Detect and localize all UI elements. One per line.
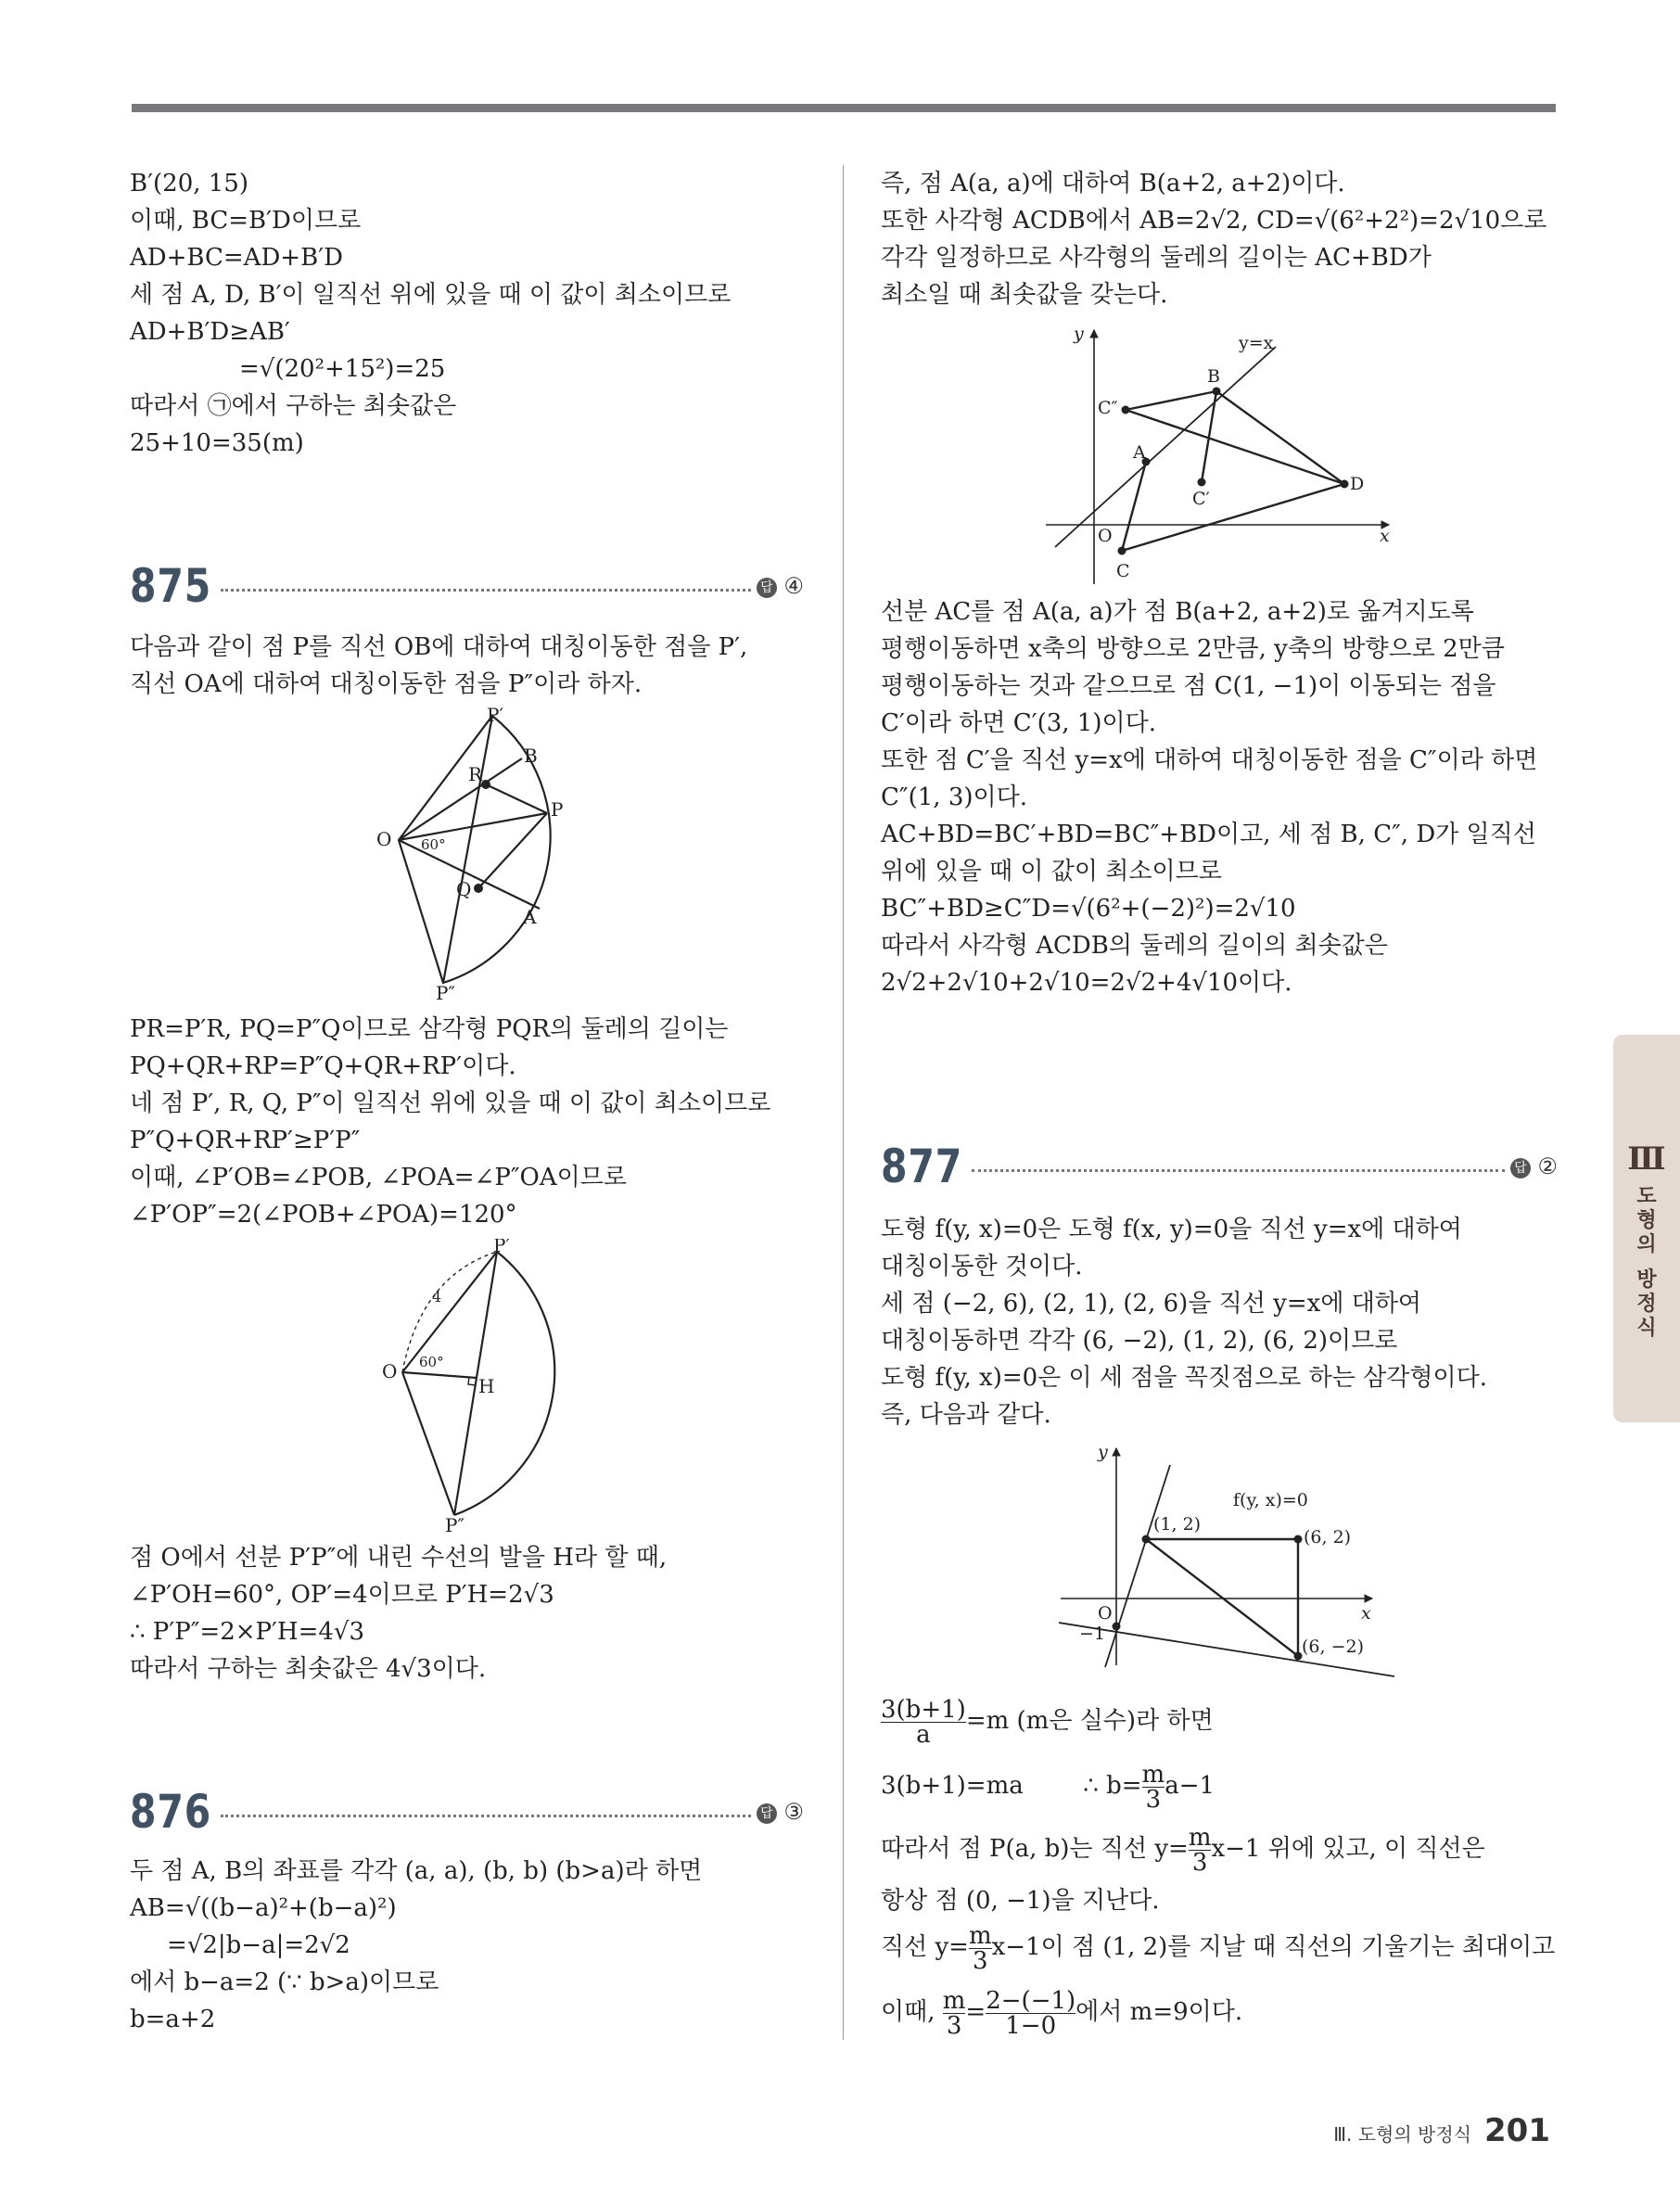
text-line: 2√2+2√10+2√10=2√2+4√10이다. bbox=[881, 969, 1292, 997]
text-line: 도형 f(y, x)=0은 이 세 점을 꼭짓점으로 하는 삼각형이다. bbox=[881, 1364, 1487, 1392]
fig-label: y bbox=[1098, 1443, 1108, 1462]
fig-label: (6, −2) bbox=[1302, 1637, 1365, 1657]
text-line: 점 O에서 선분 P′P″에 내린 수선의 발을 H라 할 때, bbox=[130, 1544, 668, 1572]
seg-op1 bbox=[402, 1252, 497, 1372]
fig-label: x bbox=[1380, 526, 1390, 546]
fraction bbox=[986, 1986, 1076, 2040]
frac-num: m bbox=[1188, 1823, 1212, 1852]
text-line: 대칭이동한 것이다. bbox=[881, 1253, 1083, 1280]
eq-line-5 bbox=[881, 1921, 1555, 1973]
fig-label: P′ bbox=[487, 707, 503, 726]
line-max-slope bbox=[1105, 1465, 1170, 1667]
text-line: 다음과 같이 점 P를 직선 OB에 대하여 대칭이동한 점을 P′, bbox=[130, 633, 748, 661]
text-line: 이때, BC=B′D이므로 bbox=[130, 207, 362, 235]
fraction bbox=[968, 1921, 992, 1975]
text-line: PR=P′R, PQ=P″Q이므로 삼각형 PQR의 둘레의 길이는 bbox=[130, 1015, 729, 1043]
eq-text: = bbox=[965, 1998, 986, 2026]
eq-line-6 bbox=[881, 1986, 1242, 2038]
text-line: 최소일 때 최솟값을 갖는다. bbox=[881, 281, 1168, 309]
text-line: AD+B′D≥AB′ bbox=[130, 318, 290, 346]
text-line: P″Q+QR+RP′≥P′P″ bbox=[130, 1127, 361, 1154]
frac-num: m bbox=[942, 1986, 966, 2015]
dotted-leader bbox=[221, 589, 751, 592]
text-line: 위에 있을 때 이 값이 최소이므로 bbox=[881, 858, 1222, 885]
problem-number: 877 bbox=[881, 1140, 963, 1193]
frac-num: m bbox=[968, 1921, 992, 1950]
ray-ob bbox=[399, 758, 522, 840]
text-line: 네 점 P′, R, Q, P″이 일직선 위에 있을 때 이 값이 최소이므로 bbox=[130, 1089, 771, 1117]
fig-label: P′ bbox=[493, 1239, 510, 1256]
right-column-mid bbox=[881, 593, 1558, 1001]
answer-icon: 답 bbox=[1510, 1158, 1531, 1178]
eq-text: a−1 bbox=[1165, 1772, 1215, 1800]
fig-label: C″ bbox=[1098, 398, 1118, 418]
eq-line-4: 항상 점 (0, −1)을 지난다. bbox=[881, 1887, 1160, 1915]
point-0-neg1 bbox=[1113, 1623, 1121, 1631]
fig-label: C′ bbox=[1192, 489, 1210, 509]
text-line: 평행이동하는 것과 같으므로 점 C(1, −1)이 이동되는 점을 bbox=[881, 672, 1496, 700]
eq-line-2 bbox=[881, 1760, 1215, 1812]
fig-label: y bbox=[1074, 325, 1084, 344]
frac-den: 3 bbox=[943, 2013, 966, 2038]
fraction bbox=[942, 1986, 966, 2040]
chapter-roman: Ⅲ bbox=[1627, 1140, 1666, 1178]
frac-den: 3 bbox=[969, 1948, 992, 1973]
point-c1 bbox=[1198, 478, 1206, 487]
point-c2 bbox=[1122, 406, 1130, 414]
line-pp bbox=[443, 716, 492, 983]
point-1-2 bbox=[1142, 1535, 1151, 1544]
p877-body bbox=[881, 1211, 1558, 1433]
seg-bc2 bbox=[1126, 391, 1216, 410]
eq-line-3 bbox=[881, 1823, 1485, 1875]
p876-body bbox=[130, 1853, 807, 2038]
point-r bbox=[481, 780, 490, 789]
fig-label: (1, 2) bbox=[1153, 1514, 1202, 1535]
text-line: 대칭이동하면 각각 (6, −2), (1, 2), (6, 2)이므로 bbox=[881, 1327, 1398, 1355]
seg-cd bbox=[1122, 484, 1344, 551]
figure-875-triangle bbox=[375, 1239, 560, 1535]
text-line: AC+BD=BC′+BD=BC″+BD이고, 세 점 B, C″, D가 일직선 bbox=[881, 821, 1536, 848]
text-line: BC″+BD≥C″D=√(6²+(−2)²)=2√10 bbox=[881, 895, 1296, 923]
seg-db bbox=[1216, 391, 1344, 484]
text-line: 도형 f(y, x)=0은 도형 f(x, y)=0을 직선 y=x에 대하여 bbox=[881, 1216, 1462, 1243]
fraction bbox=[1141, 1760, 1165, 1814]
point-q bbox=[474, 884, 483, 893]
text-line: ∠P′OP″=2(∠POB+∠POA)=120° bbox=[130, 1201, 517, 1229]
eq-text: 에서 m=9이다. bbox=[1075, 1998, 1243, 2026]
tri-diagonal bbox=[1146, 1539, 1298, 1656]
answer-badge bbox=[1510, 1153, 1558, 1179]
text-line: AB=√((b−a)²+(b−a)²) bbox=[130, 1894, 397, 1922]
text-line: =√2|b−a|=2√2 bbox=[167, 1931, 350, 1959]
eq-text: 3(b+1)=ma bbox=[881, 1772, 1024, 1800]
p875-intro bbox=[130, 629, 807, 703]
text-line: PQ+QR+RP=P″Q+QR+RP′이다. bbox=[130, 1052, 516, 1080]
text-line: 따라서 사각형 ACDB의 둘레의 길이의 최솟값은 bbox=[881, 932, 1388, 960]
text-line: b=a+2 bbox=[130, 2006, 216, 2033]
column-divider bbox=[843, 165, 844, 2040]
frac-num: 2−(−1) bbox=[986, 1986, 1076, 2015]
fig-label: x bbox=[1361, 1603, 1371, 1624]
top-rule bbox=[132, 104, 1556, 112]
text-line: 즉, 점 A(a, a)에 대하여 B(a+2, a+2)이다. bbox=[881, 170, 1345, 197]
text-line: 따라서 ㉠에서 구하는 최솟값은 bbox=[130, 392, 457, 420]
text-line: C′이라 하면 C′(3, 1)이다. bbox=[881, 709, 1156, 737]
x-axis-arrow bbox=[1365, 1595, 1372, 1602]
eq-text: ∴ b= bbox=[1083, 1772, 1142, 1800]
answer-icon: 답 bbox=[757, 578, 777, 598]
fig-label: (6, 2) bbox=[1304, 1527, 1352, 1548]
y-axis-arrow bbox=[1090, 330, 1098, 338]
p875-body bbox=[130, 1011, 807, 1233]
line-y-eq-x bbox=[1055, 347, 1276, 547]
problem-header-877 bbox=[881, 1139, 1558, 1194]
y-axis-arrow bbox=[1113, 1448, 1120, 1456]
point-b bbox=[1213, 388, 1221, 396]
point-d bbox=[1341, 480, 1349, 489]
frac-num: m bbox=[1141, 1760, 1165, 1789]
figure-875-sector bbox=[369, 707, 573, 1003]
arc-outline bbox=[454, 1252, 554, 1515]
seg-oh bbox=[402, 1372, 477, 1378]
fig-label: P″ bbox=[436, 982, 455, 1003]
text-line: AD+BC=AD+B′D bbox=[130, 244, 343, 272]
fraction bbox=[881, 1695, 966, 1749]
eq-text: 따라서 점 P(a, b)는 직선 y= bbox=[881, 1835, 1189, 1863]
text-line: 세 점 (−2, 6), (2, 1), (2, 6)을 직선 y=x에 대하여 bbox=[881, 1290, 1422, 1318]
fig-label: 4 bbox=[432, 1288, 442, 1306]
text-line: B′(20, 15) bbox=[130, 170, 248, 197]
fig-label: B bbox=[1207, 366, 1220, 387]
figure-877-coordinate bbox=[1057, 1443, 1409, 1686]
text-line: 이때, ∠P′OB=∠POB, ∠POA=∠P″OA이므로 bbox=[130, 1164, 627, 1191]
point-c bbox=[1118, 547, 1126, 555]
p875-tail bbox=[130, 1539, 807, 1688]
problem-header-876 bbox=[130, 1784, 804, 1840]
text-line: 직선 OA에 대하여 대칭이동한 점을 P″이라 하자. bbox=[130, 670, 643, 698]
fig-label: P″ bbox=[445, 1514, 465, 1535]
text-line: 각각 일정하므로 사각형의 둘레의 길이는 AC+BD가 bbox=[881, 244, 1432, 272]
fig-label: O bbox=[376, 828, 392, 850]
seg-rp bbox=[486, 784, 547, 813]
text-line: 두 점 A, B의 좌표를 각각 (a, a), (b, b) (b>a)라 하면 bbox=[130, 1857, 703, 1885]
text-line: ∠P′OH=60°, OP′=4이므로 P′H=2√3 bbox=[130, 1581, 554, 1609]
text-line: =√(20²+15²)=25 bbox=[239, 355, 446, 383]
fig-label: D bbox=[1350, 474, 1365, 494]
problem-number: 876 bbox=[130, 1785, 212, 1839]
eq-text: =m (m은 실수)라 하면 bbox=[965, 1707, 1214, 1735]
chapter-title-vertical: 도 형 의 방 정 식 bbox=[1636, 1185, 1657, 1340]
fig-label: P bbox=[551, 798, 564, 821]
answer-icon: 답 bbox=[757, 1803, 777, 1824]
fig-label: f(y, x)=0 bbox=[1233, 1490, 1308, 1510]
chapter-side-tab[interactable] bbox=[1613, 1035, 1680, 1422]
text-line: 따라서 구하는 최솟값은 4√3이다. bbox=[130, 1655, 487, 1683]
fig-label: 60° bbox=[421, 836, 446, 853]
seg-op2 bbox=[402, 1372, 454, 1515]
fig-label: C bbox=[1116, 561, 1130, 581]
left-column bbox=[130, 165, 807, 462]
footer-chapter: Ⅲ. 도형의 방정식 bbox=[1333, 2123, 1472, 2146]
eq-text: 이때, bbox=[881, 1998, 935, 2026]
answer-value: ④ bbox=[783, 573, 804, 599]
text-line: 에서 b−a=2 (∵ b>a)이므로 bbox=[130, 1968, 439, 1996]
text-line: 또한 점 C′을 직선 y=x에 대하여 대칭이동한 점을 C″이라 하면 bbox=[881, 746, 1538, 774]
fig-label: O bbox=[1098, 526, 1113, 546]
frac-den: a bbox=[881, 1722, 966, 1747]
problem-header-875 bbox=[130, 558, 804, 614]
fig-label: Q bbox=[456, 878, 472, 900]
eq-text: x−1이 점 (1, 2)를 지날 때 직선의 기울기는 최대이고 bbox=[991, 1933, 1556, 1961]
answer-badge bbox=[757, 573, 804, 599]
eq-text: x−1 위에 있고, 이 직선은 bbox=[1211, 1835, 1485, 1863]
right-column-top bbox=[881, 165, 1558, 313]
text-line: C″(1, 3)이다. bbox=[881, 783, 1028, 811]
answer-badge bbox=[757, 1799, 804, 1825]
text-line: 선분 AC를 점 A(a, a)가 점 B(a+2, a+2)로 옮겨지도록 bbox=[881, 598, 1474, 626]
problem-number: 875 bbox=[130, 559, 212, 613]
fig-label: A bbox=[1133, 442, 1146, 463]
fig-label: A bbox=[523, 906, 537, 928]
fig-label: H bbox=[478, 1375, 495, 1397]
text-line: 25+10=35(m) bbox=[130, 429, 304, 457]
page-number: 201 bbox=[1484, 2112, 1550, 2149]
frac-den: 3 bbox=[1189, 1850, 1212, 1875]
point-6-2 bbox=[1294, 1535, 1303, 1544]
fig-label: 60° bbox=[419, 1354, 444, 1370]
seg-c2d bbox=[1126, 410, 1344, 484]
frac-num: 3(b+1) bbox=[881, 1695, 966, 1724]
fig-label: y=x bbox=[1239, 333, 1274, 353]
text-line: 즉, 다음과 같다. bbox=[881, 1401, 1051, 1429]
page-footer bbox=[1333, 2112, 1550, 2149]
text-line: 세 점 A, D, B′이 일직선 위에 있을 때 이 값이 최소이므로 bbox=[130, 281, 732, 309]
dotted-leader bbox=[221, 1815, 751, 1817]
text-line: 또한 사각형 ACDB에서 AB=2√2, CD=√(6²+2²)=2√10으로 bbox=[881, 207, 1547, 235]
frac-den: 3 bbox=[1142, 1787, 1165, 1812]
fraction bbox=[1188, 1823, 1212, 1877]
figure-876-coordinate bbox=[1037, 325, 1407, 586]
dotted-leader bbox=[972, 1169, 1505, 1172]
fig-label: R bbox=[468, 763, 483, 785]
answer-value: ② bbox=[1537, 1153, 1558, 1179]
fig-label: O bbox=[382, 1360, 398, 1382]
answer-value: ③ bbox=[783, 1799, 804, 1825]
fig-label: O bbox=[1098, 1603, 1113, 1624]
text-line: 평행이동하면 x축의 방향으로 2만큼, y축의 방향으로 2만큼 bbox=[881, 635, 1505, 663]
text-line: ∴ P′P″=2×P′H=4√3 bbox=[130, 1618, 365, 1646]
frac-den: 1−0 bbox=[986, 2013, 1075, 2038]
fig-label: −1 bbox=[1079, 1624, 1106, 1644]
fig-label: B bbox=[524, 745, 538, 767]
eq-text: 직선 y= bbox=[881, 1933, 969, 1961]
eq-line-1 bbox=[881, 1695, 1214, 1747]
